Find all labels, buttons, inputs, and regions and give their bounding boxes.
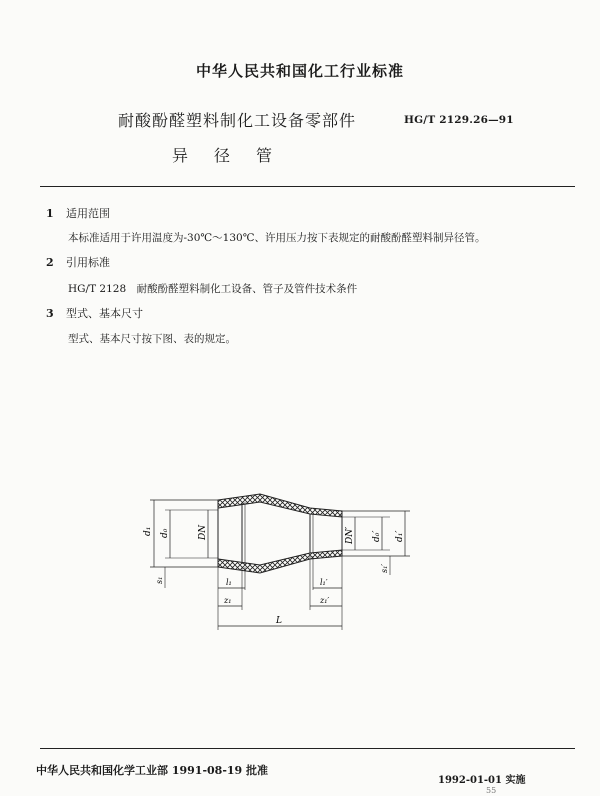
footer-page-mark: 55 — [486, 786, 497, 795]
label-l1: l₁ — [226, 578, 232, 587]
bottom-rule — [40, 748, 575, 749]
footer-issuer: 中华人民共和国化学工业部 1991-08-19 批准 — [36, 764, 269, 777]
footer-effective-date: 1992-01-01 实施 — [438, 775, 526, 786]
label-dn-prime: DN′ — [345, 526, 355, 544]
section-2-heading-text: 引用标准 — [66, 256, 110, 269]
section-2-heading — [46, 254, 110, 270]
top-wall — [218, 494, 342, 517]
label-L: L — [276, 616, 282, 626]
label-d0-prime: d₀′ — [372, 530, 382, 542]
bottom-wall — [218, 550, 342, 573]
label-s1-prime: s₁′ — [380, 563, 389, 573]
section-3-number: 3 — [46, 307, 54, 320]
section-1-text: 本标准适用于许用温度为-30℃～130℃、许用压力按下表规定的耐酸酚醛塑料制异径管。 — [68, 232, 486, 244]
section-1-number: 1 — [46, 207, 54, 220]
label-d1: d₁ — [143, 526, 153, 536]
section-2-text: HG/T 2128 耐酸酚醛塑料制化工设备、管子及管件技术条件 — [68, 283, 358, 295]
label-d1-prime: d₁′ — [395, 530, 405, 542]
section-3-heading — [46, 305, 143, 321]
section-2-number: 2 — [46, 256, 54, 269]
standard-code: HG/T 2129.26—91 — [404, 114, 514, 126]
section-3-heading-text: 型式、基本尺寸 — [66, 307, 143, 320]
label-dn: DN — [198, 524, 208, 540]
label-z1-prime: z₁′ — [320, 596, 330, 605]
top-rule — [40, 186, 575, 187]
reducer-figure — [120, 480, 440, 640]
section-1-heading-text: 适用范围 — [66, 207, 110, 220]
label-z1: z₁ — [224, 596, 232, 605]
document-title: 耐酸酚醛塑料制化工设备零部件 — [118, 111, 357, 130]
document-subtitle: 异径管 — [172, 146, 299, 165]
section-3-text: 型式、基本尺寸按下图、表的规定。 — [68, 333, 236, 345]
label-s1: s₁ — [155, 576, 164, 584]
section-1-heading — [46, 205, 110, 221]
label-l1-prime: l₁′ — [320, 578, 328, 587]
standard-header-title: 中华人民共和国化工行业标准 — [195, 62, 404, 80]
label-d0: d₀ — [160, 528, 170, 538]
